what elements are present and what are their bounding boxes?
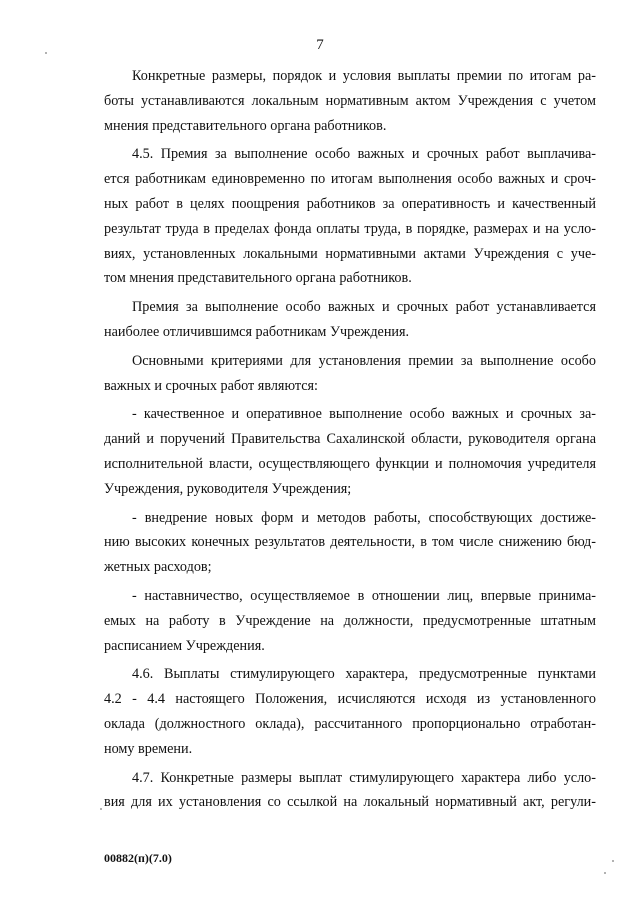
text-line: - внедрение новых форм и методов работы, способствующих достиже-: [132, 509, 596, 526]
text-line: - наставничество, осуществляемое в отношении лиц, впервые принима-: [132, 587, 596, 604]
text-line: жетных расходов;: [104, 559, 212, 576]
text-line: ется работникам единовременно по итогам выполнения особо важных и сроч-: [104, 171, 596, 188]
text-line: Конкретные размеры, порядок и условия выплаты премии по итогам ра-: [132, 68, 596, 84]
text-line: расписанием Учреждения.: [104, 637, 265, 654]
text-line: даний и поручений Правительства Сахалинской области, руководителя органа: [104, 431, 596, 448]
text-line: боты устанавливаются локальным нормативным актом Учреждения с учетом: [104, 92, 596, 109]
page-number: 7: [316, 37, 324, 53]
scan-speck: [100, 808, 102, 810]
text-line: 4.7. Конкретные размеры выплат стимулирующего характера либо усло-: [132, 769, 596, 786]
text-line: Премия за выполнение особо важных и срочных работ устанавливается: [132, 299, 596, 316]
text-line: нию высоких конечных результатов деятельности, в том числе снижению бюд-: [104, 534, 596, 551]
text-line: мнения представительного органа работников.: [104, 117, 387, 134]
text-line: ному времени.: [104, 740, 193, 757]
text-line: виях, установленных локальными нормативными актами Учреждения с уче-: [104, 245, 596, 262]
scan-speck: [612, 860, 614, 862]
body-text: [104, 64, 596, 815]
text-line: результат труда в пределах фонда оплаты труда, в порядке, размерах и на усло-: [104, 220, 596, 237]
text-line: исполнительной власти, осуществляющего функции и полномочия учредителя: [104, 455, 596, 472]
document-code: 00882(п)(7.0): [104, 851, 172, 865]
text-line: важных и срочных работ являются:: [104, 377, 318, 394]
text-line: 4.2 - 4.4 настоящего Положения, исчисляются исходя из установленного: [104, 691, 596, 708]
text-line: вия для их установления со ссылкой на локальный нормативный акт, регули-: [104, 794, 596, 811]
text-line: Основными критериями для установления премии за выполнение особо: [132, 352, 596, 369]
text-line: емых на работу в Учреждение на должности, предусмотренные штатным: [104, 612, 596, 629]
text-line: наиболее отличившимся работникам Учреждения.: [104, 323, 410, 340]
scan-speck: [45, 52, 47, 54]
text-line: 4.6. Выплаты стимулирующего характера, предусмотренные пунктами: [132, 666, 596, 683]
text-line: - качественное и оперативное выполнение особо важных и срочных за-: [132, 406, 596, 423]
text-line: том мнения представительного органа работников.: [104, 270, 412, 287]
scan-speck: [604, 872, 606, 874]
text-line: 4.5. Премия за выполнение особо важных и срочных работ выплачива-: [132, 146, 596, 163]
text-line: оклада (должностного оклада), рассчитанного пропорционально отработан-: [104, 715, 596, 732]
text-line: ных работ в целях поощрения работников за оперативность и качественный: [104, 195, 596, 212]
text-line: Учреждения, руководителя Учреждения;: [104, 480, 352, 497]
